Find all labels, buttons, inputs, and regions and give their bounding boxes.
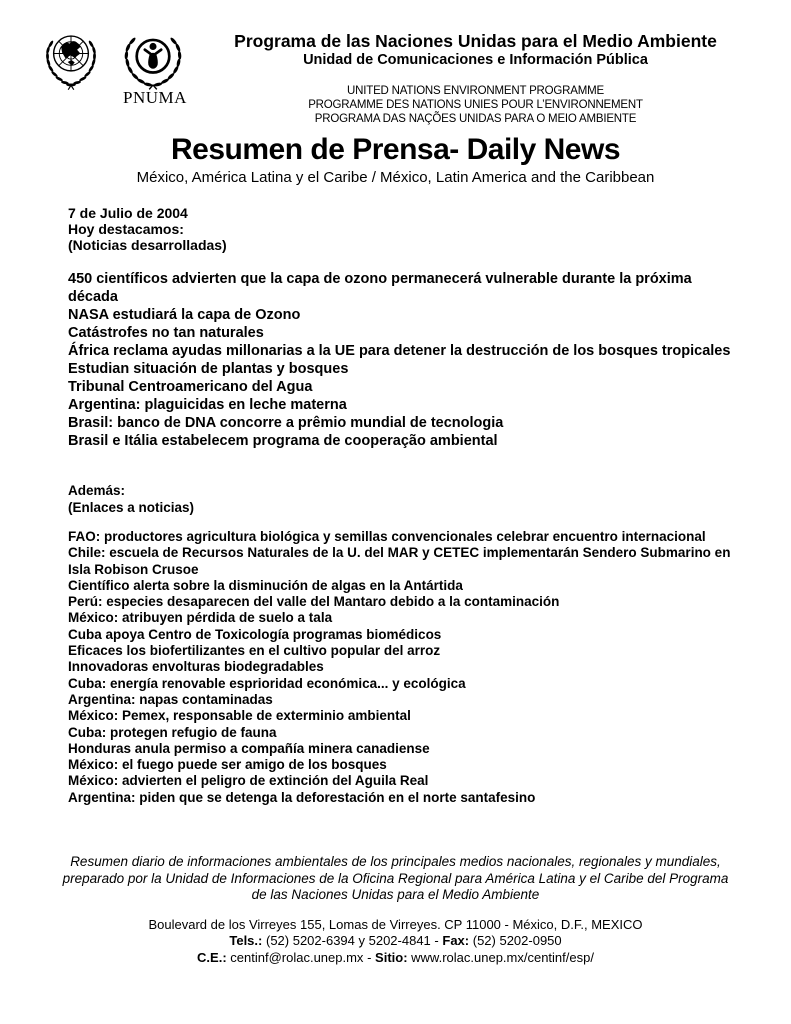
logo-group [45, 28, 207, 132]
news-link-item: Argentina: piden que se detenga la deforestación en el norte santafesino [68, 789, 536, 805]
contact-web-line [45, 950, 746, 967]
phone-separator: - [434, 933, 439, 949]
headline-item: NASA estudiará la capa de Ozono [68, 307, 301, 323]
un-globe-wreath-icon [45, 30, 97, 92]
date-block [68, 205, 740, 253]
org-name-spanish: Programa de las Naciones Unidas para el Medio Ambiente [234, 31, 717, 51]
tels-label: Tels.: [229, 933, 263, 949]
news-link-item: Cuba: energía renovable esprioridad económica... y ecológica [68, 675, 466, 691]
unit-name-spanish: Unidad de Comunicaciones e Información Pública [303, 52, 648, 69]
org-name-english: UNITED NATIONS ENVIRONMENT PROGRAMME [347, 85, 604, 98]
issue-date: 7 de Julio de 2004 [68, 205, 188, 221]
unep-emblem-logo [123, 28, 187, 108]
fax-value: (52) 5202-0950 [472, 933, 562, 949]
un-emblem-logo [45, 30, 97, 92]
org-name-trilingual [207, 84, 744, 126]
page-subtitle: México, América Latina y el Caribe / México, Latin America and the Caribbean [136, 169, 655, 186]
page-footer [45, 854, 746, 966]
news-link-item: Chile: escuela de Recursos Naturales de la U. del MAR y CETEC implementarán Sendero Submarino en Isla Robison Crusoe [68, 545, 731, 577]
news-link-item: FAO: productores agricultura biológica y semillas convencionales celebrar encuentro internacional [68, 529, 706, 544]
tels-value: (52) 5202-6394 y 5202-4841 [265, 933, 431, 949]
contact-phone-line [45, 933, 746, 950]
headline-item: Tribunal Centroamericano del Agua [68, 379, 313, 395]
unep-caption: PNUMA [123, 88, 187, 107]
site-value: www.rolac.unep.mx/centinf/esp/ [411, 949, 594, 965]
highlights-label: Hoy destacamos: [68, 221, 184, 237]
highlights-sublabel: (Noticias desarrolladas) [68, 237, 227, 253]
bulletin-body [68, 205, 740, 806]
address-line: Boulevard de los Virreyes 155, Lomas de Virreyes. CP 11000 - México, D.F., MEXICO [148, 916, 643, 932]
news-link-item: Perú: especies desaparecen del valle del Mantaro debido a la contaminación [68, 594, 560, 610]
news-link-item: México: el fuego puede ser amigo de los bosques [68, 757, 387, 773]
unep-figure-wreath-icon [123, 28, 183, 91]
news-link-item: Cuba: protegen refugio de fauna [68, 724, 277, 740]
email-label: C.E.: [197, 949, 227, 965]
letterhead [45, 28, 746, 132]
headline-item: Brasil e Itália estabelecem programa de cooperação ambiental [68, 433, 498, 449]
headline-item: 450 científicos advierten que la capa de ozono permanecerá vulnerable durante la próxima década [68, 271, 692, 305]
news-link-item: México: atribuyen pérdida de suelo a tala [68, 610, 333, 626]
news-link-item: Eficaces los biofertilizantes en el cultivo popular del arroz [68, 643, 441, 659]
headline-item: Argentina: plaguicidas en leche materna [68, 397, 347, 413]
news-link-item: México: Pemex, responsable de exterminio ambiental [68, 708, 411, 724]
email-value: centinf@rolac.unep.mx [230, 949, 364, 965]
news-link-item: Honduras anula permiso a compañía minera canadiense [68, 740, 430, 756]
org-name-french: PROGRAMME DES NATIONS UNIES POUR L’ENVIRONNEMENT [308, 99, 643, 112]
headline-item: Brasil: banco de DNA concorre a prêmio mundial de tecnologia [68, 415, 504, 431]
more-label: Además: [68, 483, 126, 498]
news-link-item: Cuba apoya Centro de Toxicología programas biomédicos [68, 626, 442, 642]
contact-block [45, 917, 746, 967]
news-link-item: Argentina: napas contaminadas [68, 691, 273, 707]
site-label: Sitio: [375, 949, 408, 965]
news-link-item: Científico alerta sobre la disminución de algas en la Antártida [68, 577, 463, 593]
headline-item: Estudian situación de plantas y bosques [68, 361, 349, 377]
fax-label: Fax: [442, 933, 470, 949]
headline-list [68, 270, 740, 450]
footer-description: Resumen diario de informaciones ambientales de los principales medios nacionales, regionales y mundiales, preparado por la Unidad de Informaciones de la Oficina Regional para América Latina y el Caribe del Programa de las Naciones Unidas para el Medio Ambiente [62, 854, 729, 903]
org-text-block [207, 32, 746, 132]
news-link-item: Innovadoras envolturas biodegradables [68, 659, 324, 675]
org-name-portuguese: PROGRAMA DAS NAÇÕES UNIDAS PARA O MEIO AMBIENTE [314, 113, 637, 126]
headline-item: África reclama ayudas millonarias a la UE para detener la destrucción de los bosques tropicales [68, 343, 731, 359]
page-title: Resumen de Prensa- Daily News [170, 133, 621, 166]
news-link-list [68, 529, 740, 806]
headline-item: Catástrofes no tan naturales [68, 325, 264, 341]
more-section-header [68, 482, 740, 516]
more-sublabel: (Enlaces a noticias) [68, 500, 195, 515]
masthead-title-block [45, 134, 746, 186]
news-link-item: México: advierten el peligro de extinción del Aguila Real [68, 773, 429, 789]
web-separator: - [367, 949, 372, 965]
